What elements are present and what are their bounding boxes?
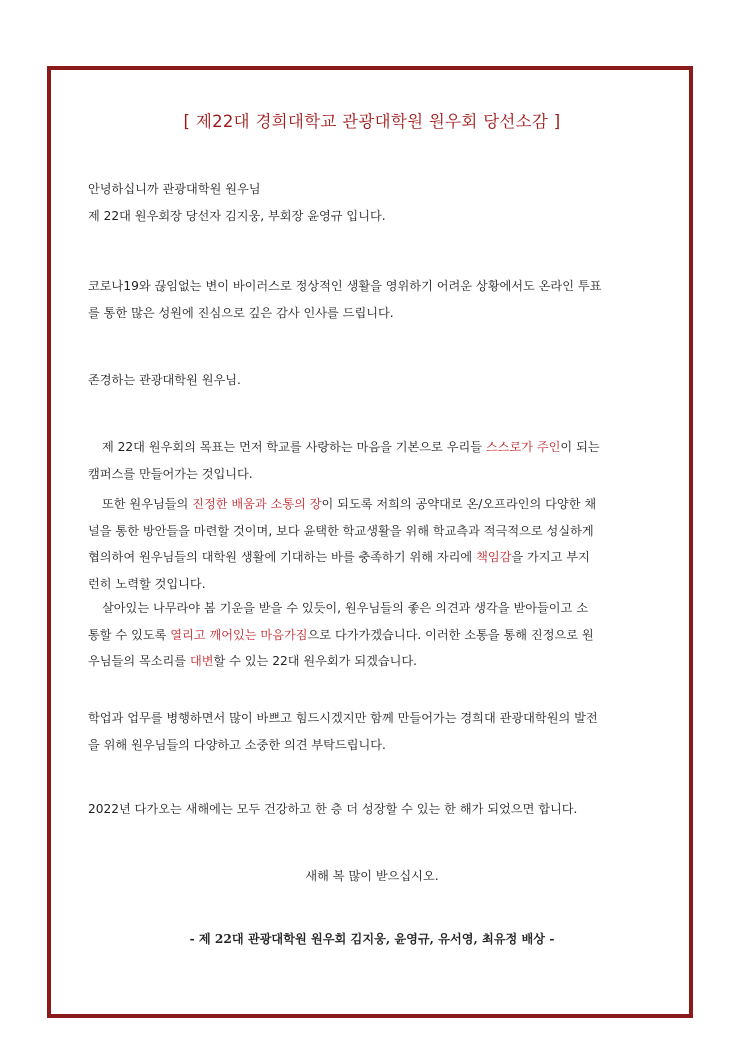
goal-text-a: 제 22대 원우회의 목표는 먼저 학교를 사랑하는 마음을 기본으로 우리들	[102, 440, 486, 454]
also-text-d: 을 가지고 부지	[511, 550, 590, 564]
blessing-paragraph	[0, 863, 744, 890]
tree-text-b: 으로 다가가겠습니다. 이러한 소통을 통해 진정으로 원	[307, 627, 594, 642]
goal-highlight: 스스로가 주인	[485, 440, 561, 454]
tree-highlight-2: 대변	[189, 654, 214, 668]
tree-line-2	[88, 622, 668, 649]
respect-line: 존경하는 관광대학원 원우님.	[88, 373, 241, 387]
tree-line-3	[88, 648, 668, 675]
goal-paragraph	[88, 434, 668, 487]
respect-paragraph	[88, 367, 668, 394]
goal-line-2: 캠퍼스를 만들어가는 것입니다.	[88, 466, 253, 481]
also-line-1	[88, 491, 668, 518]
intro-line: 제 22대 원우회장 당선자 김지웅, 부회장 윤영규 입니다.	[88, 208, 386, 223]
also-highlight-1: 진정한 배움과 소통의 장	[192, 497, 322, 511]
also-line-4: 런히 노력할 것입니다.	[88, 576, 206, 591]
greeting-paragraph	[88, 176, 668, 229]
covid-paragraph	[88, 273, 668, 326]
goal-text-b: 이 되는	[560, 440, 600, 454]
also-highlight-2: 책임감	[476, 550, 512, 564]
tree-highlight-1: 열리고 깨어있는 마음가짐	[170, 627, 308, 642]
covid-line-1: 코로나19와 끊임없는 변이 바이러스로 정상적인 생활을 영위하기 어려운 상황에서도 온라인 투표	[88, 279, 602, 293]
tree-text-a: 통할 수 있도록	[88, 627, 171, 642]
signature-line: - 제 22대 관광대학원 원우회 김지웅, 윤영규, 유서영, 최유정 배상 -	[189, 932, 555, 946]
tree-paragraph	[88, 595, 668, 675]
work-line-1: 학업과 업무를 병행하면서 많이 바쁘고 힘드시겠지만 함께 만들어가는 경희대 관광대학원의 발전	[88, 711, 598, 725]
blessing-line: 새해 복 많이 받으십시오.	[305, 869, 439, 883]
work-paragraph	[88, 705, 668, 758]
also-line-3	[88, 544, 668, 571]
covid-line-2: 를 통한 많은 성원에 진심으로 깊은 감사 인사를 드립니다.	[88, 305, 394, 320]
greeting-line: 안녕하십니까 관광대학원 원우님	[88, 182, 261, 196]
also-paragraph	[88, 491, 668, 597]
tree-text-c: 우님들의 목소리를	[88, 654, 190, 668]
work-line-2: 을 위해 원우님들의 다양하고 소중한 의견 부탁드립니다.	[88, 737, 386, 752]
also-text-c: 협의하여 원우님들의 대학원 생활에 기대하는 바를 충족하기 위해 자리에	[88, 550, 477, 564]
tree-text-d: 할 수 있는 22대 원우회가 되겠습니다.	[213, 654, 418, 668]
also-text-a: 또한 원우님들의	[102, 497, 193, 511]
newyear-line: 2022년 다가오는 새해에는 모두 건강하고 한 층 더 성장할 수 있는 한 해가 되었으면 합니다.	[88, 802, 578, 816]
tree-line-1: 살아있는 나무라야 봄 기운을 받을 수 있듯이, 원우님들의 좋은 의견과 생각을 받아들이고 소	[102, 601, 588, 615]
goal-line-1	[88, 434, 668, 461]
newyear-paragraph	[88, 796, 668, 823]
also-text-b: 이 되도록 저희의 공약대로 온/오프라인의 다양한 채	[321, 497, 597, 511]
document-title: [ 제22대 경희대학교 관광대학원 원우회 당선소감 ]	[183, 112, 561, 131]
also-line-2: 널을 통한 방안들을 마련할 것이며, 보다 윤택한 학교생활을 위해 학교측과 적극적으로 성실하게	[88, 523, 594, 538]
